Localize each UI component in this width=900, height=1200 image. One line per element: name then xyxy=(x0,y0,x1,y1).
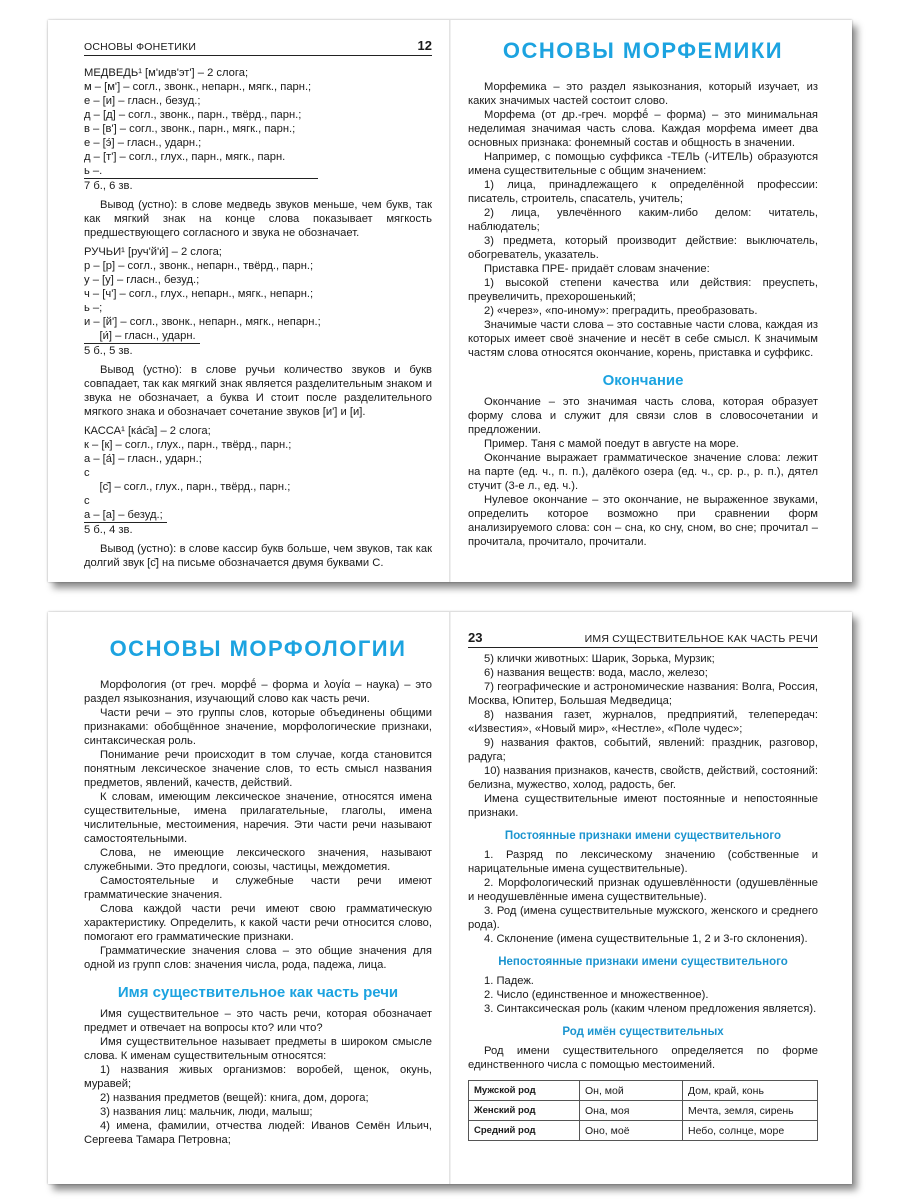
table-cell-label: Средний род xyxy=(469,1121,580,1141)
analysis-line: [с̄] – согл., глух., парн., твёрд., парн.; xyxy=(84,481,291,493)
analysis-count: 5 б., 5 зв. xyxy=(84,345,133,357)
conclusion-text: Вывод (устно): в слове ручьи количество звуков и букв совпадает, так как мягкий знак является разделительным знаком и звука не обозначает, а буква И стоит после разделительного мягкого знака и обозначает сочетание звуков [и'] и [и]. xyxy=(84,364,432,418)
list-item: 1. Разряд по лексическому значению (собственные и нарицательные имена существительные). xyxy=(468,849,818,875)
list-item: 2) лица, увлечённого каким-либо делом: читатель, наблюдатель; xyxy=(468,207,818,233)
analysis-line: а – [а] – безуд.; xyxy=(84,508,167,523)
gender-table xyxy=(468,1080,818,1141)
running-title: ИМЯ СУЩЕСТВИТЕЛЬНОЕ КАК ЧАСТЬ РЕЧИ xyxy=(584,633,818,645)
list-item: 3. Синтаксическая роль (каким членом предложения является). xyxy=(484,1003,817,1015)
analysis-line: к – [к] – согл., глух., парн., твёрд., парн.; xyxy=(84,439,292,451)
table-row xyxy=(469,1101,818,1121)
list-item: 2) названия предметов (вещей): книга, дом, дорога; xyxy=(100,1092,369,1104)
analysis-count: 7 б., 6 зв. xyxy=(84,180,133,192)
analysis-line: р – [р] – согл., звонк., непарн., твёрд., парн.; xyxy=(84,260,314,272)
running-header xyxy=(84,38,432,56)
analysis-line: м – [м'] – согл., звонк., непарн., мягк., парн.; xyxy=(84,81,312,93)
analysis-line: ь –; xyxy=(84,302,103,314)
paragraph: Имя существительное – это часть речи, которая обозначает предмет и отвечает на вопросы кто? или что? xyxy=(84,1008,432,1034)
book-spread-bottom xyxy=(48,612,852,1184)
analysis-line: д – [т'] – согл., глух., парн., мягк., парн. xyxy=(84,151,286,163)
list-item: 4. Склонение (имена существительные 1, 2 и 3-го склонения). xyxy=(484,933,808,945)
paragraph: Самостоятельные и служебные части речи имеют грамматические значения. xyxy=(84,875,432,901)
page-number: 12 xyxy=(417,38,432,53)
list-item: 1. Падеж. xyxy=(484,975,534,987)
analysis-line: д – [д] – согл., звонк., парн., твёрд., парн.; xyxy=(84,109,302,121)
list-item: 10) названия признаков, качеств, свойств, действий, состояний: белизна, мужество, холод, радость, бег. xyxy=(468,765,818,791)
analysis-line: ь –. xyxy=(84,164,318,179)
subsection-title: Постоянные признаки имени существительного xyxy=(504,830,782,842)
book-spread-top xyxy=(48,20,852,582)
subsection-title: Имя существительное как часть речи xyxy=(117,984,399,1001)
paragraph: Приставка ПРЕ- придаёт словам значение: xyxy=(484,263,710,275)
page-morphemics xyxy=(450,20,852,582)
paragraph: Слова, не имеющие лексического значения, называют служебными. Это предлоги, союзы, частицы, междометия. xyxy=(84,847,432,873)
section-title: ОСНОВЫ МОРФЕМИКИ xyxy=(502,38,784,63)
analysis-line: у – [у] – гласн., безуд.; xyxy=(84,274,200,286)
table-cell: Небо, солнце, море xyxy=(683,1121,818,1141)
analysis-line: с xyxy=(84,467,90,479)
running-header xyxy=(468,630,818,648)
paragraph: Морфемика – это раздел языкознания, который изучает, из каких значимых частей состоит слово. xyxy=(468,81,818,107)
subsection-title: Окончание xyxy=(602,372,684,389)
page-12 xyxy=(48,20,450,582)
page-number: 23 xyxy=(468,630,483,645)
list-item: 9) названия фактов, событий, явлений: праздник, разговор, радуга; xyxy=(468,737,818,763)
analysis-line: [и́] – гласн., ударн. xyxy=(84,329,200,344)
table-row xyxy=(469,1081,818,1101)
phonetic-analysis-ruchyi xyxy=(84,245,432,358)
analysis-line: с xyxy=(84,495,90,507)
list-item: 6) названия веществ: вода, масло, железо; xyxy=(484,667,708,679)
list-item: 3) названия лиц: мальчик, люди, малыш; xyxy=(100,1106,313,1118)
paragraph: Значимые части слова – это составные части слова, каждая из которых имеет своё значение и несёт в себе смысл. К значимым частям слова относятся окончание, корень, приставка и суффикс. xyxy=(468,319,818,359)
table-cell-label: Мужской род xyxy=(469,1081,580,1101)
list-item: 2) «через», «по-иному»: преградить, преобразовать. xyxy=(484,305,758,317)
list-item: 1) высокой степени качества или действия: преуспеть, преувеличить, прехорошенький; xyxy=(468,277,818,303)
paragraph: Части речи – это группы слов, которые объединены общими признаками: обобщённое значение, морфологические признаки, синтаксическая роль. xyxy=(84,707,432,747)
list-item: 3) предмета, который производит действие: выключатель, обогреватель, указатель. xyxy=(468,235,818,261)
list-item: 7) географические и астрономические названия: Волга, Россия, Москва, Юпитер, Большая Медведица; xyxy=(468,681,818,707)
paragraph: Имя существительное называет предметы в широком смысле слова. К именам существительным относятся: xyxy=(84,1036,432,1062)
subsection-title: Непостоянные признаки имени существительного xyxy=(498,956,788,968)
paragraph: Морфема (от др.-греч. морфḗ – форма) – это минимальная неделимая значимая часть слова. Каждая морфема имеет два основных признака: фонемный состав и общность в значении. xyxy=(468,109,818,149)
list-item: 1) названия живых организмов: воробей, щенок, окунь, муравей; xyxy=(84,1064,432,1090)
section-title: ОСНОВЫ МОРФОЛОГИИ xyxy=(109,636,407,661)
analysis-line: а – [а́] – гласн., ударн.; xyxy=(84,453,202,465)
list-item: 5) клички животных: Шарик, Зорька, Мурзик; xyxy=(484,653,715,665)
list-item: 3. Род (имена существительные мужского, женского и среднего рода). xyxy=(468,905,818,931)
table-cell: Он, мой xyxy=(580,1081,683,1101)
page-23 xyxy=(450,612,852,1184)
paragraph: Нулевое окончание – это окончание, не выраженное звуками, определить которое возможно при сравнении форм анализируемого слова: сон – сна, ко сну, сном, во сне; прочитал – прочитала, прочитало, прочитали. xyxy=(468,494,818,548)
paragraph: Имена существительные имеют постоянные и непостоянные признаки. xyxy=(468,793,818,819)
table-cell: Мечта, земля, сирень xyxy=(683,1101,818,1121)
analysis-count: 5 б., 4 зв. xyxy=(84,524,133,536)
list-item: 2. Морфологический признак одушевлённости (одушевлённые и неодушевлённые имена существительные). xyxy=(468,877,818,903)
table-cell: Дом, край, конь xyxy=(683,1081,818,1101)
analysis-line: ч – [ч'] – согл., глух., непарн., мягк., непарн.; xyxy=(84,288,314,300)
paragraph: Грамматические значения слова – это общие значения для одной из групп слов: значения числа, рода, падежа, лица. xyxy=(84,945,432,971)
conclusion-text: Вывод (устно): в слове медведь звуков меньше, чем букв, так как мягкий знак на конце слова показывает мягкость предшествующего согласного и звука не обозначает. xyxy=(84,199,432,239)
analysis-head: КАССА¹ [ка́с̄а] – 2 слога; xyxy=(84,425,211,437)
table-cell: Оно, моё xyxy=(580,1121,683,1141)
list-item: 1) лица, принадлежащего к определённой профессии: писатель, строитель, спасатель, учитель; xyxy=(468,179,818,205)
phonetic-analysis-medved xyxy=(84,66,432,193)
analysis-head: МЕДВЕДЬ¹ [м'идв'эт'] – 2 слога; xyxy=(84,67,249,79)
phonetic-analysis-kassa xyxy=(84,424,432,537)
running-title: ОСНОВЫ ФОНЕТИКИ xyxy=(84,41,197,53)
paragraph: Понимание речи происходит в том случае, когда становится понятным лексическое значение слов, то есть смысл названия предметов, явлений, качеств, действий. xyxy=(84,749,432,789)
table-cell-label: Женский род xyxy=(469,1101,580,1121)
list-item: 2. Число (единственное и множественное). xyxy=(484,989,709,1001)
paragraph: Род имени существительного определяется по форме единственного числа с помощью местоимений. xyxy=(468,1045,818,1071)
analysis-line: и – [й'] – согл., звонк., непарн., мягк., непарн.; xyxy=(84,316,321,328)
paragraph: Например, с помощью суффикса -ТЕЛЬ (-ИТЕЛЬ) образуются имена существительные с общим значением: xyxy=(468,151,818,177)
analysis-line: е – [и] – гласн., безуд.; xyxy=(84,95,201,107)
analysis-head: РУЧЬИ¹ [руч'й'и́] – 2 слога; xyxy=(84,246,222,258)
paragraph: Окончание выражает грамматическое значение слова: лежит на парте (ед. ч., п. п.), далёкого озера (ед. ч., ср. р., р. п.), дятел стучит (3-е л., ед. ч.). xyxy=(468,452,818,492)
table-cell: Она, моя xyxy=(580,1101,683,1121)
analysis-line: е – [э́] – гласн., ударн.; xyxy=(84,137,202,149)
conclusion-text: Вывод (устно): в слове кассир букв больше, чем звуков, так как долгий звук [с̄] на письме обозначается двумя буквами С. xyxy=(84,543,432,569)
list-item: 8) названия газет, журналов, предприятий, телепередач: «Известия», «Новый мир», «Нестле», «Поле чудес»; xyxy=(468,709,818,735)
analysis-line: в – [в'] – согл., звонк., парн., мягк., парн.; xyxy=(84,123,296,135)
subsection-title: Род имён существительных xyxy=(562,1026,724,1038)
page-morphology xyxy=(48,612,450,1184)
paragraph: Морфология (от греч. морфḗ – форма и λογία – наука) – это раздел языкознания, изучающий слово как часть речи. xyxy=(84,679,432,705)
paragraph: Слова каждой части речи имеют свою грамматическую характеристику. Определить, к какой части речи относится слово, помогают его грамматические признаки. xyxy=(84,903,432,943)
table-row xyxy=(469,1121,818,1141)
example-text: Пример. Таня с мамой поедут в августе на море. xyxy=(484,438,739,450)
list-item: 4) имена, фамилии, отчества людей: Иванов Семён Ильич, Сергеева Тамара Петровна; xyxy=(84,1120,432,1146)
paragraph: Окончание – это значимая часть слова, которая образует форму слова и служит для связи слов в словосочетании и предложении. xyxy=(468,396,818,436)
paragraph: К словам, имеющим лексическое значение, относятся имена существительные, имена прилагательные, глаголы, имена числительные, местоимения, наречия. Эти части речи называют самостоятельными. xyxy=(84,791,432,845)
